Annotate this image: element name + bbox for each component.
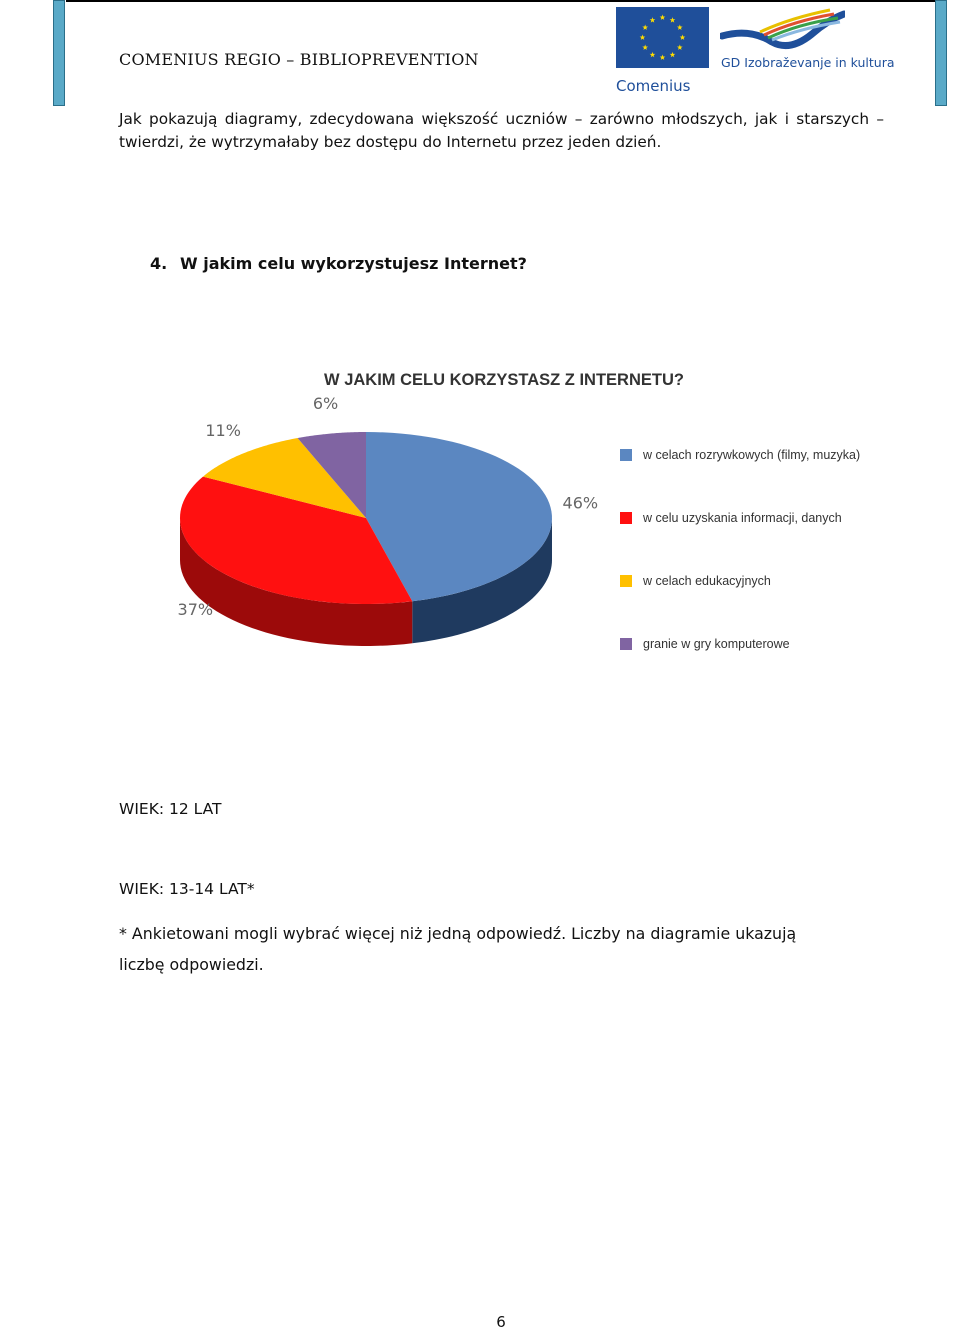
pie-data-label-3: 11% (205, 420, 241, 440)
pie-tops (180, 432, 552, 604)
pie-chart (140, 340, 880, 680)
legend-swatch-1 (620, 449, 632, 461)
legend-swatch-4 (620, 638, 632, 650)
legend-label-3: w celach edukacyjnych (643, 574, 771, 588)
gd-swoosh-logo-icon (720, 6, 845, 54)
legend-swatch-3 (620, 575, 632, 587)
gd-label: GD Izobraževanje in kultura (721, 55, 895, 70)
age-13-14-caption: WIEK: 13-14 LAT* (119, 880, 255, 898)
left-side-bar (53, 0, 65, 106)
intro-paragraph: Jak pokazują diagramy, zdecydowana większość uczniów – zarówno młodszych, jak i starszych – twierdzi, że wytrzymałaby bez dostępu do Internetu przez jeden dzień. (119, 110, 884, 151)
question-text: W jakim celu wykorzystujesz Internet? (180, 254, 527, 273)
pie-data-label-4: 6% (312, 394, 339, 414)
question-number: 4. (150, 254, 168, 273)
chart-title: W JAKIM CELU KORZYSTASZ Z INTERNETU? (324, 371, 684, 389)
header-title: COMENIUS REGIO – BIBLIOPREVENTION (119, 50, 479, 69)
header-rule (66, 0, 936, 2)
pie-legend (620, 448, 860, 651)
legend-label-2: w celu uzyskania informacji, danych (643, 511, 842, 525)
pie-data-label-2: 37% (177, 600, 214, 620)
eu-flag-icon (616, 7, 709, 68)
legend-swatch-2 (620, 512, 632, 524)
legend-label-4: granie w gry komputerowe (643, 637, 790, 651)
pie-data-label-1: 46% (562, 493, 599, 513)
comenius-label: Comenius (616, 77, 691, 95)
question-heading (150, 254, 527, 273)
right-side-bar (935, 0, 947, 106)
age-12-caption: WIEK: 12 LAT (119, 800, 222, 818)
footnote: * Ankietowani mogli wybrać więcej niż jedną odpowiedź. Liczby na diagramie ukazują liczbę odpowiedzi. (119, 924, 797, 974)
legend-label-1: w celach rozrywkowych (filmy, muzyka) (643, 448, 861, 462)
page-number: 6 (496, 1313, 506, 1331)
